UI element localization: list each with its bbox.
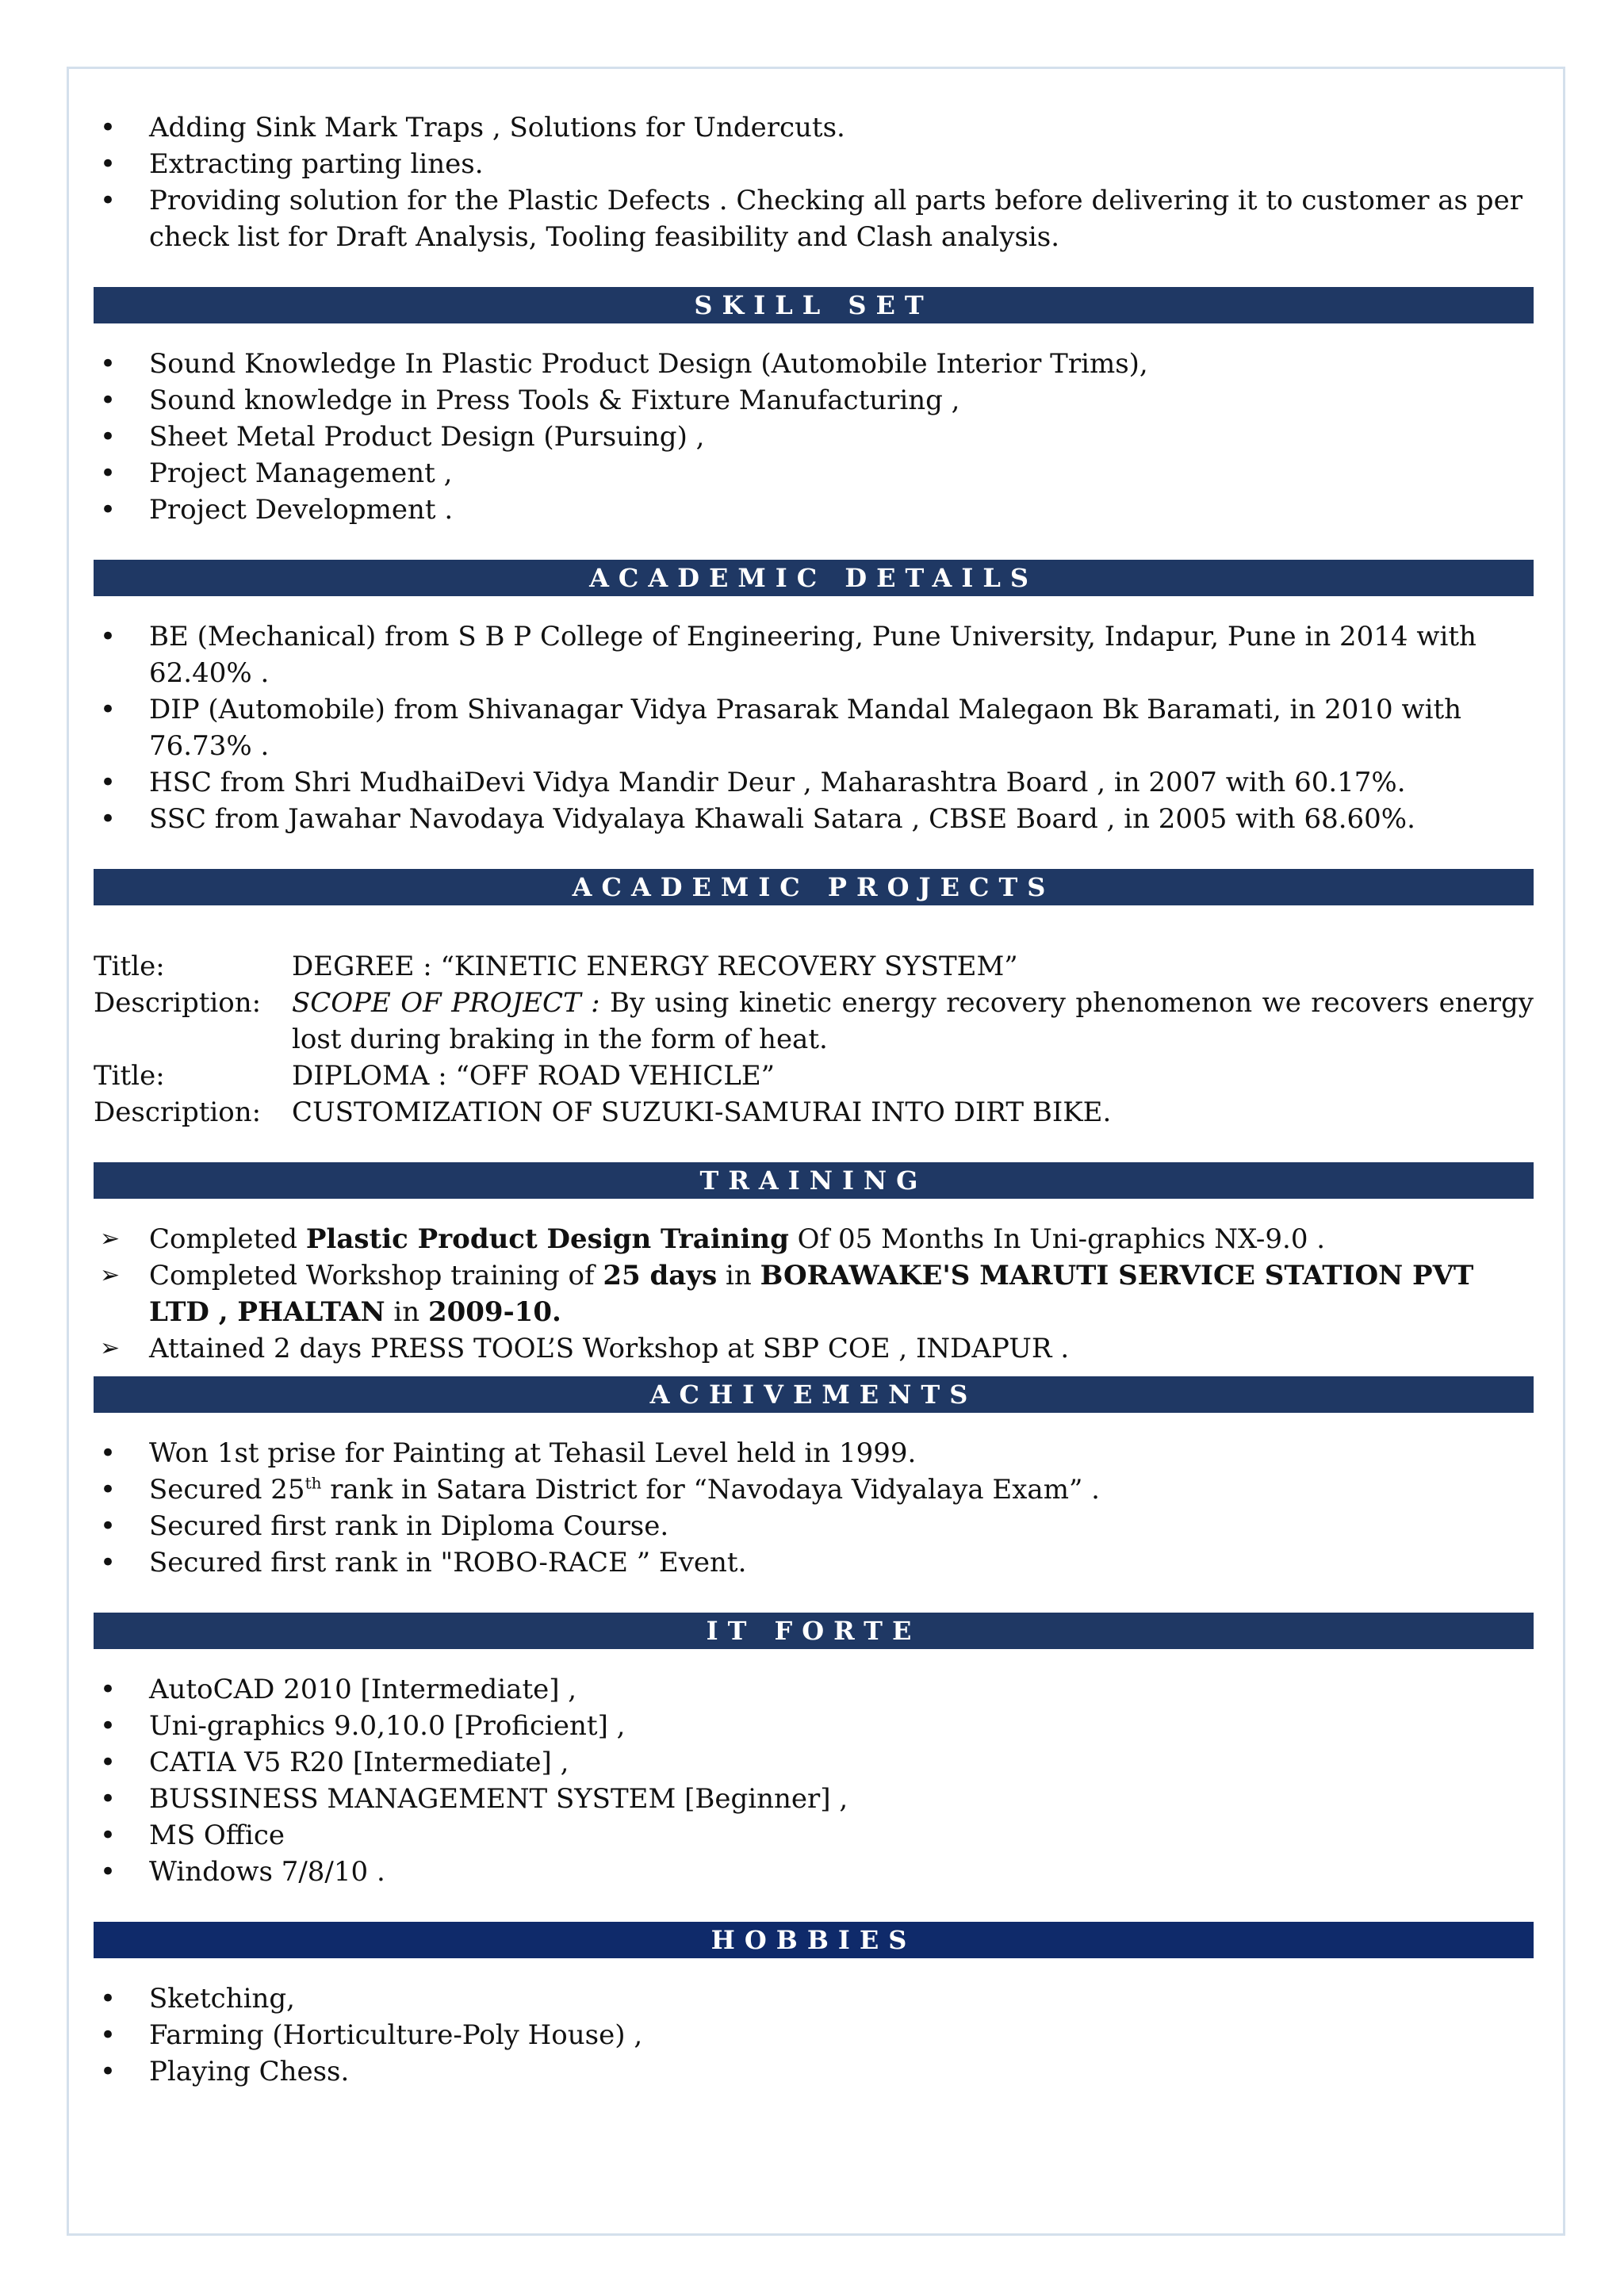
description-label: Description: [94, 1096, 262, 1128]
list-item: ➢ Completed Plastic Product Design Training Of 05 Months In Uni-graphics NX-9.0 . [94, 1221, 1534, 1257]
section-heading-hobbies: HOBBIES [94, 1922, 1534, 1958]
bullet-icon: • [100, 494, 117, 526]
academic-details-list [94, 618, 1534, 837]
bullet-icon: • [100, 1474, 117, 1506]
bullet-icon: • [100, 185, 117, 216]
list-item: • Extracting parting lines. [94, 146, 1534, 182]
project-title: DIPLOMA : “OFF ROAD VEHICLE” [292, 1060, 776, 1092]
project-title: DEGREE : “KINETIC ENERGY RECOVERY SYSTEM” [292, 951, 1018, 982]
bullet-icon: • [100, 1437, 117, 1469]
list-item: ➢ Completed Workshop training of 25 days in BORAWAKE'S MARUTI SERVICE STATION PVT LTD , PHALTAN in 2009-10. [94, 1257, 1534, 1330]
list-item: • MS Office [94, 1817, 1534, 1854]
skill-set-list [94, 346, 1534, 528]
list-item: • Sketching, [94, 1980, 1534, 2017]
responsibilities-list [94, 109, 1534, 255]
bullet-icon: • [100, 1547, 117, 1578]
academic-projects-block [94, 948, 1534, 1131]
hobbies-list [94, 1980, 1534, 2090]
list-item: • Project Management , [94, 455, 1534, 492]
project-title-row [94, 1058, 1534, 1094]
bullet-icon: • [100, 1783, 117, 1815]
bullet-icon: • [100, 621, 117, 652]
list-item: • Secured first rank in "ROBO-RACE ” Event. [94, 1544, 1534, 1581]
arrow-bullet-icon: ➢ [100, 1225, 121, 1253]
list-item: • Sound knowledge in Press Tools & Fixture Manufacturing , [94, 382, 1534, 419]
list-item: • Project Development . [94, 492, 1534, 528]
section-heading-achievements: ACHIVEMENTS [94, 1376, 1534, 1413]
bullet-icon: • [100, 148, 117, 180]
arrow-bullet-icon: ➢ [100, 1334, 121, 1362]
section-heading-academic-projects: ACADEMIC PROJECTS [94, 869, 1534, 905]
list-item: ➢ Attained 2 days PRESS TOOL’S Workshop at SBP COE , INDAPUR . [94, 1330, 1534, 1367]
bullet-icon: • [100, 1510, 117, 1542]
bullet-icon: • [100, 1856, 117, 1888]
section-heading-skill-set: SKILL SET [94, 287, 1534, 323]
bullet-icon: • [100, 803, 117, 835]
title-label: Title: [94, 951, 165, 982]
arrow-bullet-icon: ➢ [100, 1261, 121, 1289]
list-item: • Sound Knowledge In Plastic Product Design (Automobile Interior Trims), [94, 346, 1534, 382]
project-description-row [94, 985, 1534, 1058]
project-title-row [94, 948, 1534, 985]
list-item: • BE (Mechanical) from S B P College of Engineering, Pune University, Indapur, Pune in 2014 with 62.40% . [94, 618, 1534, 691]
list-item: • Secured first rank in Diploma Course. [94, 1508, 1534, 1544]
list-item: • Farming (Horticulture-Poly House) , [94, 2017, 1534, 2053]
resume-content [94, 109, 1534, 2090]
list-item: • Playing Chess. [94, 2053, 1534, 2090]
list-item: • Sheet Metal Product Design (Pursuing) , [94, 419, 1534, 455]
bullet-icon: • [100, 457, 117, 489]
section-heading-it-forte: IT FORTE [94, 1613, 1534, 1649]
list-item: • AutoCAD 2010 [Intermediate] , [94, 1671, 1534, 1708]
list-item: • SSC from Jawahar Navodaya Vidyalaya Khawali Satara , CBSE Board , in 2005 with 68.60%. [94, 801, 1534, 837]
list-item: • Windows 7/8/10 . [94, 1854, 1534, 1890]
bullet-icon: • [100, 694, 117, 725]
bullet-icon: • [100, 112, 117, 144]
project-description-row [94, 1094, 1534, 1131]
list-item: • BUSSINESS MANAGEMENT SYSTEM [Beginner] , [94, 1781, 1534, 1817]
project-description: SCOPE OF PROJECT : By using kinetic energy recovery phenomenon we recovers energy lost during braking in the form of heat. [292, 987, 1534, 1055]
bullet-icon: • [100, 385, 117, 416]
bullet-icon: • [100, 767, 117, 798]
list-item: • CATIA V5 R20 [Intermediate] , [94, 1744, 1534, 1781]
description-label: Description: [94, 987, 262, 1019]
list-item: • Adding Sink Mark Traps , Solutions for Undercuts. [94, 109, 1534, 146]
training-list [94, 1221, 1534, 1367]
title-label: Title: [94, 1060, 165, 1092]
list-item: • Providing solution for the Plastic Defects . Checking all parts before delivering it to customer as per check list for Draft Analysis, Tooling feasibility and Clash analysis. [94, 182, 1534, 255]
section-heading-academic-details: ACADEMIC DETAILS [94, 560, 1534, 596]
bullet-icon: • [100, 1710, 117, 1742]
bullet-icon: • [100, 2056, 117, 2087]
section-heading-training: TRAINING [94, 1162, 1534, 1199]
list-item: • Won 1st prise for Painting at Tehasil Level held in 1999. [94, 1435, 1534, 1471]
list-item: • Uni-graphics 9.0,10.0 [Proficient] , [94, 1708, 1534, 1744]
list-item: • Secured 25th rank in Satara District for “Navodaya Vidyalaya Exam” . [94, 1471, 1534, 1508]
bullet-icon: • [100, 1747, 117, 1778]
bullet-icon: • [100, 421, 117, 453]
bullet-icon: • [100, 348, 117, 380]
scope-label: SCOPE OF PROJECT : [292, 987, 600, 1019]
bullet-icon: • [100, 1820, 117, 1851]
bullet-icon: • [100, 1983, 117, 2015]
bullet-icon: • [100, 2019, 117, 2051]
it-forte-list [94, 1671, 1534, 1890]
bullet-icon: • [100, 1674, 117, 1705]
achievements-list [94, 1435, 1534, 1581]
list-item: • DIP (Automobile) from Shivanagar Vidya Prasarak Mandal Malegaon Bk Baramati, in 2010 with 76.73% . [94, 691, 1534, 764]
list-item: • HSC from Shri MudhaiDevi Vidya Mandir Deur , Maharashtra Board , in 2007 with 60.17%. [94, 764, 1534, 801]
project-description: CUSTOMIZATION OF SUZUKI-SAMURAI INTO DIRT BIKE. [292, 1096, 1112, 1128]
